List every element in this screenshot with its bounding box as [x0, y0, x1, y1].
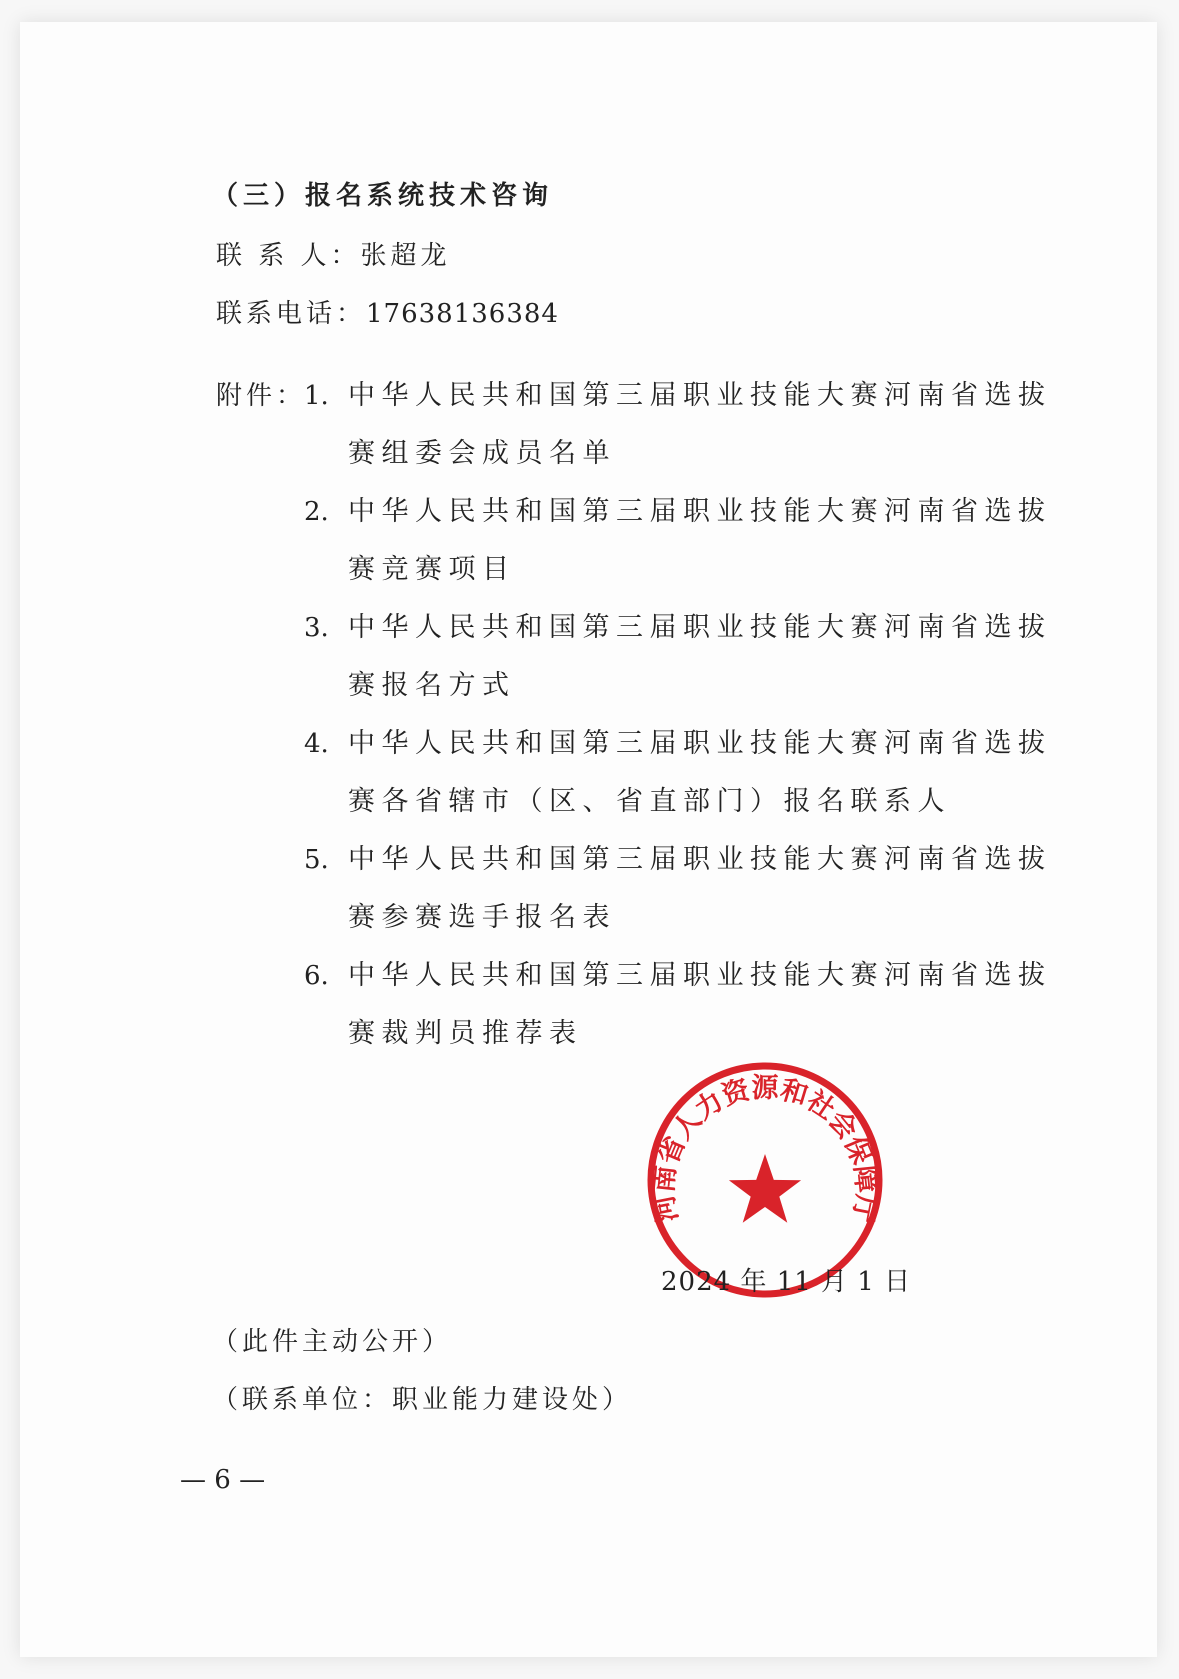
attachment-title-line2: 赛裁判员推荐表: [348, 1018, 583, 1049]
public-note: （此件主动公开）: [212, 1327, 453, 1357]
attachment-number: 1.: [304, 381, 329, 411]
attachment-title-line1: 中华人民共和国第三届职业技能大赛河南省选拔: [348, 960, 1052, 991]
issue-date: 2024 年 11 月 1 日: [661, 1267, 912, 1297]
phone-label: 联系电话：: [216, 299, 367, 329]
section-heading: （三）报名系统技术咨询: [212, 181, 554, 211]
attachment-title-line1: 中华人民共和国第三届职业技能大赛河南省选拔: [348, 728, 1052, 759]
star-icon: [729, 1154, 801, 1223]
contact-person-row: [216, 236, 451, 276]
attachment-title-line1: 中华人民共和国第三届职业技能大赛河南省选拔: [348, 496, 1052, 527]
attachment-title-line2: 赛报名方式: [348, 670, 516, 701]
attachment-title-line1: 中华人民共和国第三届职业技能大赛河南省选拔: [348, 612, 1052, 643]
attachment-title-line1: 中华人民共和国第三届职业技能大赛河南省选拔: [348, 844, 1052, 875]
contact-phone-row: [216, 294, 559, 334]
attachment-title-line2: 赛各省辖市（区、省直部门）报名联系人: [348, 786, 951, 817]
attachment-number: 3.: [304, 613, 329, 643]
attachments-label: 附件：: [216, 381, 307, 411]
attachment-title-line1: 中华人民共和国第三届职业技能大赛河南省选拔: [348, 380, 1052, 411]
page-number: — 6 —: [180, 1465, 266, 1495]
attachment-title-line2: 赛竞赛项目: [348, 554, 516, 585]
contact-name: 张超龙: [360, 241, 451, 271]
seal-text: 河南省人力资源和社会保障厅: [648, 1073, 882, 1225]
contact-label: 联 系 人：: [216, 241, 361, 271]
attachment-number: 4.: [304, 729, 329, 759]
attachment-number: 2.: [304, 497, 329, 527]
attachment-title-line2: 赛组委会成员名单: [348, 438, 616, 469]
contact-unit: （联系单位：职业能力建设处）: [212, 1385, 633, 1415]
attachment-number: 5.: [304, 845, 329, 875]
attachment-number: 6.: [304, 961, 329, 991]
attachment-title-line2: 赛参赛选手报名表: [348, 902, 616, 933]
phone-number: 17638136384: [366, 299, 559, 329]
